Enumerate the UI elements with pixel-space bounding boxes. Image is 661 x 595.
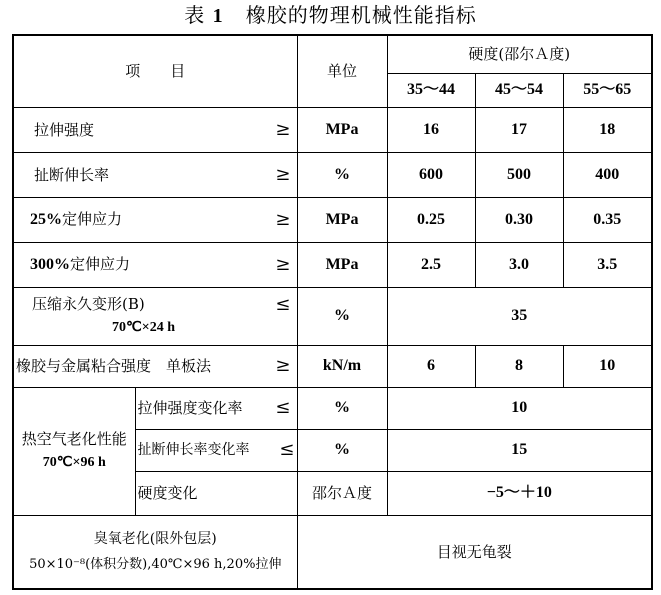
tensile-label: 拉伸强度: [34, 120, 95, 139]
row-label: [13, 287, 297, 345]
header-item: 项 目: [13, 35, 297, 107]
table-row: [13, 387, 652, 429]
stress25-number: 25%: [30, 211, 62, 228]
unit-cell: 邵尔Ａ度: [297, 471, 387, 515]
value-cell: 3.0: [475, 242, 563, 287]
stress300-label: 定伸应力: [70, 255, 131, 273]
value-cell: 8: [475, 345, 563, 387]
properties-table: [12, 34, 653, 590]
range-1: 35～44: [387, 73, 475, 107]
aging-hardness-label: 硬度变化: [137, 484, 198, 502]
stress300-number: 300%: [30, 256, 70, 273]
value-cell: 0.25: [387, 197, 475, 242]
value-cell: 35: [387, 287, 652, 345]
operator: ≤: [275, 293, 291, 315]
elongation-label: 扯断伸长率: [34, 165, 110, 184]
unit-cell: %: [297, 429, 387, 471]
row-label: [13, 242, 297, 287]
row-label: [135, 471, 297, 515]
row-label: [13, 152, 297, 197]
unit-cell: MPa: [297, 107, 387, 152]
range-2: 45～54: [475, 73, 563, 107]
operator: ≥: [275, 163, 291, 185]
operator: ≥: [275, 253, 291, 275]
row-label: [13, 107, 297, 152]
ozone-condition: 50×10⁻⁸(体积分数),40℃×96 h,20%拉伸: [29, 556, 282, 572]
value-cell: 3.5: [563, 242, 652, 287]
value-cell: 2.5: [387, 242, 475, 287]
range-3: 55～65: [563, 73, 652, 107]
value-cell: 600: [387, 152, 475, 197]
stress25-label: 定伸应力: [62, 210, 123, 228]
aging-tensile-label: 拉伸强度变化率: [137, 399, 243, 417]
table-title: [0, 2, 661, 29]
row-label: [135, 387, 297, 429]
value-cell: −5～＋10: [387, 471, 652, 515]
value-cell: 6: [387, 345, 475, 387]
title-prefix: 表: [184, 3, 206, 27]
row-label: [135, 429, 297, 471]
row-label: [13, 345, 297, 387]
row-label: [13, 515, 297, 589]
table-row: [13, 197, 652, 242]
value-cell: 0.35: [563, 197, 652, 242]
value-cell: 15: [387, 429, 652, 471]
table-row: [13, 287, 652, 345]
operator: ≥: [275, 208, 291, 230]
aging-label: 热空气老化性能: [21, 430, 127, 448]
value-cell: 500: [475, 152, 563, 197]
unit-cell: MPa: [297, 197, 387, 242]
table-row: [13, 515, 652, 589]
operator: ≤: [279, 439, 295, 460]
compression-label: 压缩永久变形(B): [32, 295, 145, 313]
value-cell: 10: [563, 345, 652, 387]
value-cell: 10: [387, 387, 652, 429]
operator: ≥: [275, 355, 291, 376]
title-text: 橡胶的物理机械性能指标: [245, 3, 477, 27]
value-cell: 17: [475, 107, 563, 152]
unit-cell: %: [297, 287, 387, 345]
unit-cell: %: [297, 152, 387, 197]
aging-condition: 70℃×96 h: [42, 455, 106, 470]
table-row: [13, 242, 652, 287]
compression-condition: 70℃×24 h: [112, 320, 175, 335]
value-cell: 400: [563, 152, 652, 197]
aging-label-cell: [13, 387, 135, 515]
value-cell: 0.30: [475, 197, 563, 242]
unit-cell: %: [297, 387, 387, 429]
header-unit: 单位: [297, 35, 387, 107]
value-cell: 16: [387, 107, 475, 152]
adhesion-label: 橡胶与金属粘合强度 单板法: [16, 357, 212, 375]
value-cell: 18: [563, 107, 652, 152]
operator: ≤: [275, 397, 291, 418]
table-row: [13, 152, 652, 197]
aging-elongation-label: 扯断伸长率变化率: [137, 442, 250, 458]
header-row-1: [13, 35, 652, 73]
table-row: [13, 107, 652, 152]
unit-cell: kN/m: [297, 345, 387, 387]
header-hardness: 硬度(邵尔Ａ度): [387, 35, 652, 73]
ozone-label: 臭氧老化(限外包层): [93, 530, 217, 547]
table-row: [13, 345, 652, 387]
operator: ≥: [275, 118, 291, 140]
unit-cell: MPa: [297, 242, 387, 287]
value-cell: 目视无龟裂: [297, 515, 652, 589]
row-label: [13, 197, 297, 242]
title-number: 1: [212, 5, 224, 27]
